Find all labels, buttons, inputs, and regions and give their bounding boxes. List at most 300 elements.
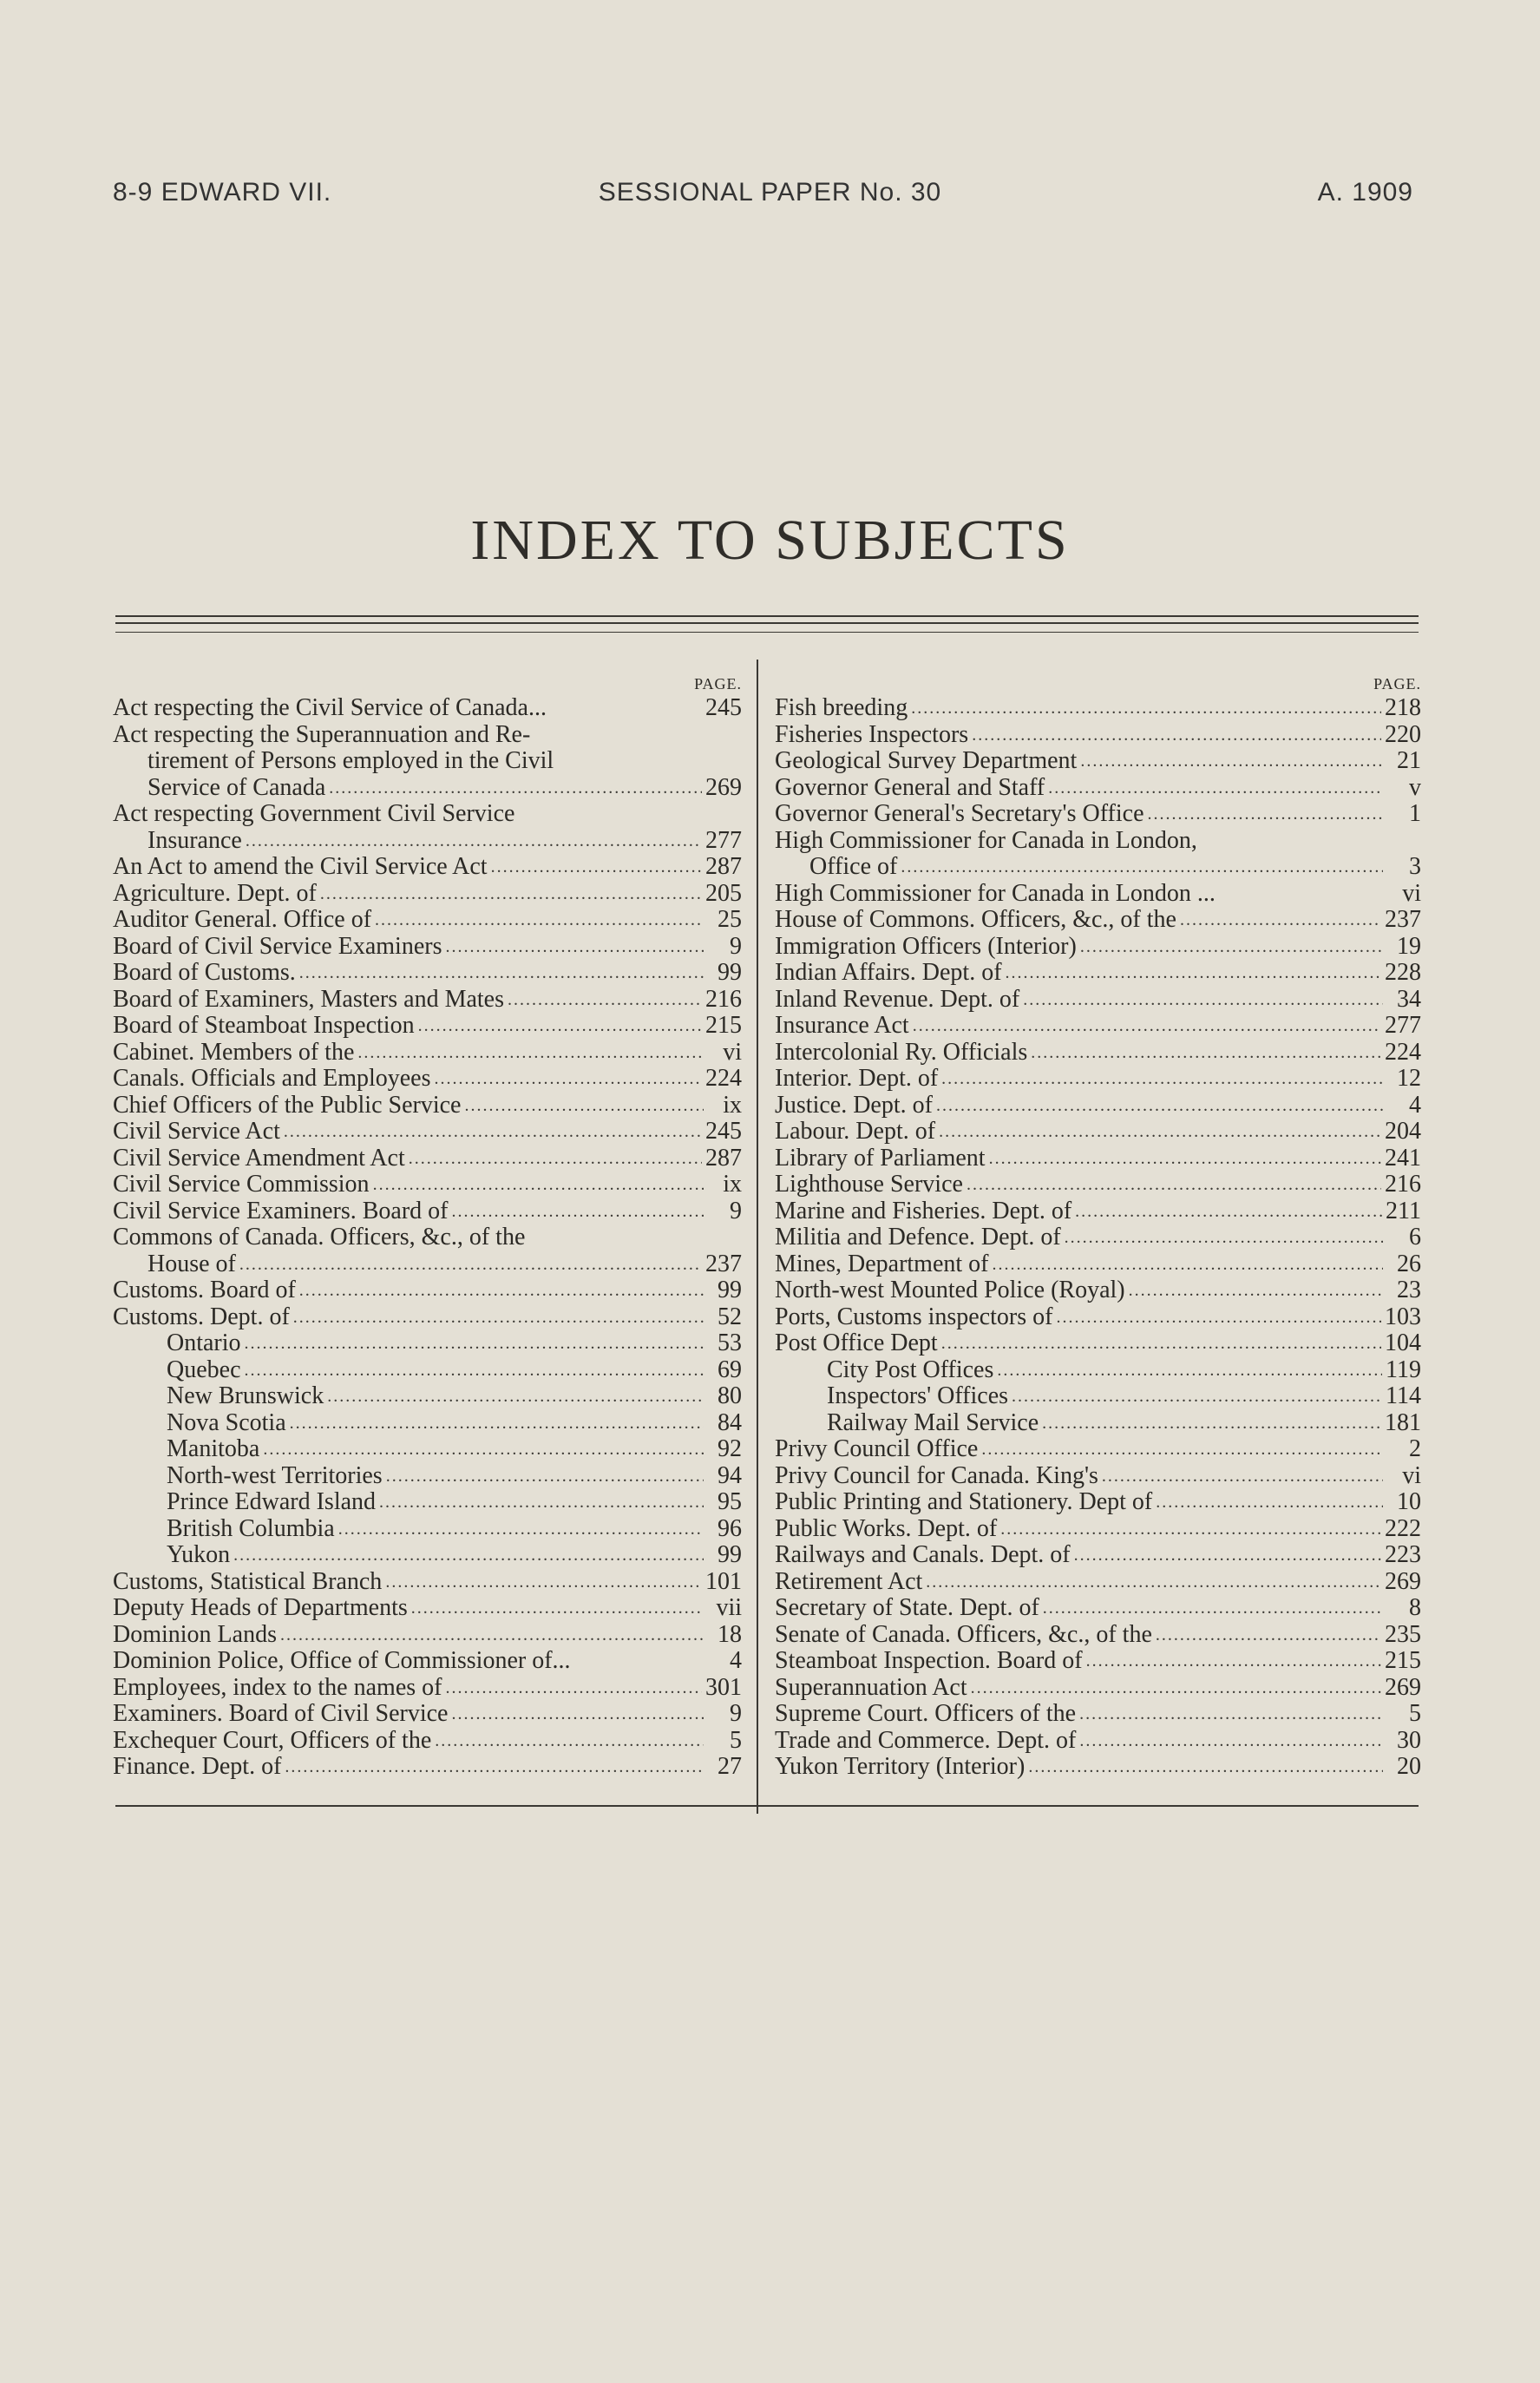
index-entry	[775, 907, 1421, 934]
index-entry	[775, 1754, 1421, 1781]
index-entry	[113, 1172, 742, 1198]
index-entry	[113, 828, 742, 855]
entry-subject: Fish breeding	[775, 694, 908, 721]
entry-page-number: 18	[718, 1620, 742, 1648]
index-entry	[113, 1516, 742, 1543]
entry-page-number: 96	[718, 1514, 742, 1542]
index-entry	[775, 934, 1421, 961]
entry-page-number: 1	[1409, 800, 1421, 827]
entry-subject: Superannuation Act	[775, 1673, 967, 1701]
index-entry	[775, 1040, 1421, 1067]
entry-page-number: 220	[1385, 720, 1421, 748]
entry-subject: North-west Mounted Police (Royal)	[775, 1277, 1125, 1303]
title-rule-top	[115, 615, 1419, 617]
entry-page-number: 5	[1409, 1700, 1421, 1727]
dot-leader	[451, 1701, 704, 1728]
dot-leader	[1079, 1701, 1383, 1728]
entry-page-number: vi	[1402, 1461, 1421, 1489]
entry-page-number: 12	[1397, 1065, 1421, 1092]
entry-page-number: 181	[1385, 1408, 1421, 1436]
index-entry	[775, 828, 1421, 855]
index-entry	[113, 1675, 742, 1702]
entry-page-number: 216	[1385, 1171, 1421, 1198]
dot-leader	[385, 1569, 702, 1596]
entry-page-number: 237	[1385, 906, 1421, 933]
dot-leader	[1148, 801, 1384, 828]
entry-subject: Intercolonial Ry. Officials	[775, 1038, 1028, 1066]
entry-subject: New Brunswick	[167, 1382, 324, 1409]
dot-leader	[941, 1066, 1383, 1093]
dot-leader	[379, 1489, 704, 1516]
dot-leader	[1080, 934, 1383, 961]
page-title: INDEX TO SUBJECTS	[470, 509, 1070, 572]
dot-leader	[1129, 1277, 1383, 1304]
dot-leader	[329, 775, 702, 802]
entry-subject: Nova Scotia	[167, 1408, 286, 1436]
entry-subject: British Columbia	[167, 1514, 335, 1542]
entry-subject: Customs, Statistical Branch	[113, 1567, 383, 1595]
entry-page-number: 119	[1386, 1356, 1421, 1383]
entry-page-number: 92	[718, 1435, 742, 1462]
index-entry	[775, 1251, 1421, 1278]
dot-leader	[1074, 1542, 1381, 1569]
dot-leader	[1012, 1383, 1382, 1410]
index-entry	[113, 1622, 742, 1649]
entry-page-number: 269	[705, 773, 742, 801]
index-entry	[775, 881, 1421, 908]
entry-subject: Railway Mail Service	[827, 1408, 1039, 1436]
index-list-right	[775, 695, 1421, 1781]
entry-page-number: 215	[1385, 1647, 1421, 1674]
index-entry	[113, 1066, 742, 1093]
entry-subject: Board of Steamboat Inspection	[113, 1012, 415, 1039]
dot-leader	[1079, 1728, 1383, 1755]
index-entry	[113, 1410, 742, 1437]
entry-page-number: 277	[705, 826, 742, 854]
index-entry	[113, 1728, 742, 1755]
entry-subject: Civil Service Examiners. Board of	[113, 1197, 449, 1224]
dot-leader	[1156, 1489, 1383, 1516]
entry-page-number: 21	[1397, 747, 1421, 774]
dot-leader	[411, 1595, 704, 1622]
dot-leader	[1102, 1463, 1383, 1490]
entry-subject: Railways and Canals. Dept. of	[775, 1541, 1071, 1568]
column-divider	[757, 660, 758, 1814]
entry-subject: City Post Offices	[827, 1356, 994, 1383]
entry-page-number: 224	[705, 1065, 742, 1092]
dot-leader	[939, 1119, 1381, 1146]
index-entry	[113, 854, 742, 881]
dot-leader	[435, 1728, 704, 1755]
page-column-label: PAGE.	[1373, 675, 1421, 693]
index-entry	[775, 1542, 1421, 1569]
entry-page-number: 10	[1397, 1488, 1421, 1515]
index-entry	[113, 1357, 742, 1384]
entry-page-number: 30	[1397, 1726, 1421, 1754]
dot-leader	[357, 1040, 704, 1067]
index-entry	[775, 748, 1421, 775]
entry-subject: Cabinet. Members of the	[113, 1038, 355, 1066]
entry-subject: Auditor General. Office of	[113, 906, 372, 933]
index-entry	[775, 801, 1421, 828]
index-entry	[113, 1013, 742, 1040]
entry-subject: Customs. Dept. of	[113, 1303, 290, 1330]
entry-page-number: 3	[1409, 853, 1421, 880]
dot-leader	[1048, 775, 1383, 802]
entry-page-number: 34	[1397, 985, 1421, 1013]
index-entry	[775, 1304, 1421, 1331]
dot-leader	[246, 828, 702, 855]
index-entry	[113, 695, 742, 722]
index-entry	[113, 1463, 742, 1490]
entry-subject: Employees, index to the names of	[113, 1673, 442, 1701]
index-entry	[775, 1648, 1421, 1675]
bottom-rule	[115, 1805, 1419, 1807]
dot-leader	[285, 1754, 704, 1781]
entry-subject: Governor General's Secretary's Office	[775, 800, 1144, 827]
dot-leader	[386, 1463, 704, 1490]
entry-subject: Civil Service Act	[113, 1118, 280, 1145]
entry-subject: Board of Examiners, Masters and Mates	[113, 985, 504, 1013]
dot-leader	[1080, 748, 1383, 775]
entry-page-number: 9	[730, 1197, 742, 1224]
dot-leader	[1028, 1754, 1383, 1781]
entry-page-number: 6	[1409, 1224, 1421, 1251]
dot-leader	[375, 907, 704, 934]
entry-page-number: 103	[1385, 1303, 1421, 1330]
entry-page-number: 287	[705, 853, 742, 880]
entry-page-number: 5	[730, 1726, 742, 1754]
dot-leader	[280, 1622, 704, 1649]
dot-leader	[1000, 1516, 1381, 1543]
index-entry	[113, 1489, 742, 1516]
entry-subject: North-west Territories	[167, 1461, 383, 1489]
entry-page-number: 99	[718, 959, 742, 986]
index-entry	[113, 1569, 742, 1596]
entry-subject: Civil Service Amendment Act	[113, 1144, 405, 1172]
entry-page-number: 99	[718, 1541, 742, 1568]
entry-page-number: 27	[718, 1753, 742, 1780]
entry-page-number: 269	[1385, 1673, 1421, 1701]
index-entry	[775, 1119, 1421, 1146]
entry-page-number: 301	[705, 1673, 742, 1701]
dot-leader	[911, 695, 1381, 722]
entry-subject: Secretary of State. Dept. of	[775, 1594, 1039, 1621]
index-entry	[775, 1516, 1421, 1543]
dot-leader	[263, 1436, 704, 1463]
entry-subject: Immigration Officers (Interior)	[775, 932, 1077, 960]
entry-subject: Prince Edward Island	[167, 1488, 377, 1515]
dot-leader	[989, 1146, 1381, 1172]
dot-leader	[284, 1119, 702, 1146]
index-entry	[113, 987, 742, 1014]
entry-subject: tirement of Persons employed in the Civil	[147, 747, 554, 774]
index-entry	[113, 1754, 742, 1781]
dot-leader	[445, 1675, 702, 1702]
entry-page-number: 245	[705, 1118, 742, 1145]
entry-subject: Privy Council for Canada. King's	[775, 1461, 1098, 1489]
dot-leader	[997, 1357, 1382, 1384]
entry-page-number: 235	[1385, 1620, 1421, 1648]
index-entry	[775, 1093, 1421, 1119]
entry-subject: Act respecting the Superannuation and Re-	[113, 720, 531, 748]
dot-leader	[320, 881, 702, 908]
dot-leader	[1086, 1648, 1381, 1675]
entry-subject: Inland Revenue. Dept. of	[775, 985, 1020, 1013]
entry-subject: Public Printing and Stationery. Dept of	[775, 1488, 1153, 1515]
index-entry	[775, 854, 1421, 881]
index-entry	[113, 1383, 742, 1410]
entry-subject: Post Office Dept	[775, 1329, 938, 1356]
dot-leader	[293, 1304, 704, 1331]
entry-page-number: 95	[718, 1488, 742, 1515]
title-rule-middle	[115, 622, 1419, 624]
dot-leader	[941, 1330, 1381, 1357]
entry-subject: Privy Council Office	[775, 1435, 979, 1462]
index-entry	[775, 1728, 1421, 1755]
entry-subject: Insurance Act	[775, 1012, 909, 1039]
entry-page-number: 114	[1386, 1382, 1421, 1409]
entry-subject: Yukon	[167, 1541, 231, 1568]
dot-leader	[409, 1146, 702, 1172]
entry-subject: Supreme Court. Officers of the	[775, 1700, 1077, 1727]
index-entry	[113, 1198, 742, 1225]
entry-subject: Finance. Dept. of	[113, 1753, 282, 1780]
index-entry	[775, 722, 1421, 749]
dot-leader	[338, 1516, 704, 1543]
entry-subject: Marine and Fisheries. Dept. of	[775, 1197, 1072, 1224]
entry-page-number: 269	[1385, 1567, 1421, 1595]
index-entry	[775, 1198, 1421, 1225]
dot-leader	[1156, 1622, 1381, 1649]
index-entry	[113, 775, 742, 802]
entry-subject: Manitoba	[167, 1435, 260, 1462]
entry-page-number: 23	[1397, 1277, 1421, 1303]
index-entry	[775, 1436, 1421, 1463]
entry-page-number: 222	[1385, 1514, 1421, 1542]
dot-leader	[1031, 1040, 1381, 1067]
dot-leader	[967, 1172, 1381, 1198]
entry-page-number: 8	[1409, 1594, 1421, 1621]
index-entry	[113, 1595, 742, 1622]
entry-subject: Act respecting the Civil Service of Canada...	[113, 694, 547, 721]
entry-subject: Senate of Canada. Officers, &c., of the	[775, 1620, 1152, 1648]
dot-leader	[299, 1277, 704, 1304]
dot-leader	[435, 1066, 702, 1093]
entry-subject: Fisheries Inspectors	[775, 720, 969, 748]
index-entry	[113, 1119, 742, 1146]
entry-subject: Ports, Customs inspectors of	[775, 1303, 1053, 1330]
entry-page-number: 9	[730, 932, 742, 960]
index-entry	[775, 1383, 1421, 1410]
entry-page-number: 69	[718, 1356, 742, 1383]
dot-leader	[1006, 960, 1381, 987]
entry-subject: Governor General and Staff	[775, 773, 1045, 801]
entry-page-number: 25	[718, 906, 742, 933]
entry-page-number: 94	[718, 1461, 742, 1489]
entry-page-number: 101	[705, 1567, 742, 1595]
entry-subject: Steamboat Inspection. Board of	[775, 1647, 1083, 1674]
dot-leader	[993, 1251, 1384, 1278]
index-entry	[113, 1648, 742, 1675]
entry-subject: Insurance	[147, 826, 242, 854]
dot-leader	[936, 1093, 1383, 1119]
index-entry	[113, 722, 742, 749]
dot-leader	[926, 1569, 1381, 1596]
index-entry	[775, 1066, 1421, 1093]
dot-leader	[491, 854, 702, 881]
entry-subject: Labour. Dept. of	[775, 1118, 936, 1145]
index-entry	[775, 1224, 1421, 1251]
entry-page-number: 228	[1385, 959, 1421, 986]
entry-subject: High Commissioner for Canada in London ...	[775, 879, 1216, 907]
entry-page-number: 9	[730, 1700, 742, 1727]
dot-leader	[971, 1675, 1381, 1702]
dot-leader	[1056, 1304, 1381, 1331]
entry-subject: Yukon Territory (Interior)	[775, 1753, 1026, 1780]
entry-page-number: 53	[718, 1329, 742, 1356]
entry-subject: Examiners. Board of Civil Service	[113, 1700, 449, 1727]
entry-page-number: 287	[705, 1144, 742, 1172]
entry-page-number: 205	[705, 879, 742, 907]
dot-leader	[239, 1251, 702, 1278]
index-entry	[775, 1701, 1421, 1728]
dot-leader	[1023, 987, 1383, 1014]
entry-subject: Commons of Canada. Officers, &c., of the	[113, 1224, 526, 1251]
dot-leader	[1180, 907, 1381, 934]
entry-subject: Indian Affairs. Dept. of	[775, 959, 1002, 986]
dot-leader	[901, 854, 1383, 881]
page-column-label: PAGE.	[694, 675, 742, 693]
entry-subject: Trade and Commerce. Dept. of	[775, 1726, 1077, 1754]
entry-subject: Office of	[809, 853, 898, 880]
dot-leader	[418, 1013, 702, 1040]
index-entry	[113, 1093, 742, 1119]
entry-subject: Dominion Lands	[113, 1620, 277, 1648]
entry-subject: Quebec	[167, 1356, 241, 1383]
index-entry	[113, 1251, 742, 1278]
dot-leader	[464, 1093, 704, 1119]
dot-leader	[327, 1383, 704, 1410]
entry-page-number: 237	[705, 1250, 742, 1277]
index-entry	[775, 1146, 1421, 1172]
entry-page-number: vii	[716, 1594, 742, 1621]
entry-subject: Act respecting Government Civil Service	[113, 800, 515, 827]
index-entry	[775, 775, 1421, 802]
entry-subject: Interior. Dept. of	[775, 1065, 939, 1092]
title-rule-bottom	[115, 632, 1419, 633]
entry-subject: Board of Customs.	[113, 959, 296, 986]
header-left: 8-9 EDWARD VII.	[113, 178, 332, 207]
dot-leader	[451, 1198, 704, 1225]
entry-page-number: 211	[1386, 1197, 1421, 1224]
dot-leader	[913, 1013, 1381, 1040]
entry-subject: Civil Service Commission	[113, 1171, 370, 1198]
header-right: A. 1909	[1317, 178, 1413, 207]
entry-subject: House of Commons. Officers, &c., of the	[775, 906, 1176, 933]
entry-subject: High Commissioner for Canada in London,	[775, 826, 1197, 854]
entry-subject: Ontario	[167, 1329, 241, 1356]
entry-subject: Public Works. Dept. of	[775, 1514, 998, 1542]
dot-leader	[1075, 1198, 1382, 1225]
index-column-left	[113, 673, 742, 1781]
entry-page-number: ix	[723, 1171, 742, 1198]
entry-page-number: 223	[1385, 1541, 1421, 1568]
entry-page-number: 52	[718, 1303, 742, 1330]
dot-leader	[445, 934, 704, 961]
index-entry	[775, 1013, 1421, 1040]
dot-leader	[245, 1330, 704, 1357]
index-entry	[113, 1304, 742, 1331]
index-entry	[775, 1675, 1421, 1702]
entry-subject: Deputy Heads of Departments	[113, 1594, 408, 1621]
dot-leader	[290, 1410, 704, 1437]
dot-leader	[373, 1172, 704, 1198]
entry-subject: An Act to amend the Civil Service Act	[113, 853, 488, 880]
index-column-right	[775, 673, 1421, 1781]
entry-subject: House of	[147, 1250, 236, 1277]
dot-leader	[299, 960, 704, 987]
dot-leader	[1043, 1595, 1383, 1622]
index-entry	[113, 1040, 742, 1067]
entry-subject: Dominion Police, Office of Commissioner of...	[113, 1647, 571, 1674]
entry-subject: Board of Civil Service Examiners	[113, 932, 442, 960]
dot-leader	[1042, 1410, 1381, 1437]
index-entry	[113, 1146, 742, 1172]
dot-leader	[245, 1357, 704, 1384]
entry-page-number: 104	[1385, 1329, 1421, 1356]
index-entry	[113, 1542, 742, 1569]
index-entry	[775, 1172, 1421, 1198]
entry-subject: Service of Canada	[147, 773, 326, 801]
dot-leader	[972, 722, 1381, 749]
entry-subject: Library of Parliament	[775, 1144, 986, 1172]
index-entry	[113, 934, 742, 961]
entry-page-number: 26	[1397, 1250, 1421, 1277]
dot-leader	[981, 1436, 1383, 1463]
header-center: SESSIONAL PAPER No. 30	[598, 178, 942, 207]
index-entry	[775, 1463, 1421, 1490]
index-list-left	[113, 695, 742, 1781]
entry-page-number: 4	[1409, 1091, 1421, 1119]
index-entry	[775, 695, 1421, 722]
entry-subject: Inspectors' Offices	[827, 1382, 1009, 1409]
index-entry	[113, 801, 742, 828]
index-entry	[775, 1489, 1421, 1516]
entry-page-number: 277	[1385, 1012, 1421, 1039]
dot-leader	[1065, 1224, 1383, 1251]
entry-page-number: v	[1409, 773, 1421, 801]
entry-page-number: 215	[705, 1012, 742, 1039]
entry-page-number: 241	[1385, 1144, 1421, 1172]
entry-subject: Lighthouse Service	[775, 1171, 963, 1198]
entry-page-number: 224	[1385, 1038, 1421, 1066]
entry-subject: Chief Officers of the Public Service	[113, 1091, 462, 1119]
entry-subject: Customs. Board of	[113, 1277, 296, 1303]
entry-page-number: 80	[718, 1382, 742, 1409]
entry-page-number: 2	[1409, 1435, 1421, 1462]
entry-page-number: 216	[705, 985, 742, 1013]
dot-leader	[233, 1542, 704, 1569]
index-entry	[775, 1569, 1421, 1596]
index-entry	[775, 1595, 1421, 1622]
index-entry	[775, 1357, 1421, 1384]
entry-subject: Geological Survey Department	[775, 747, 1078, 774]
entry-subject: Exchequer Court, Officers of the	[113, 1726, 432, 1754]
entry-page-number: vi	[1402, 879, 1421, 907]
index-entry	[113, 1224, 742, 1251]
entry-subject: Militia and Defence. Dept. of	[775, 1224, 1061, 1251]
